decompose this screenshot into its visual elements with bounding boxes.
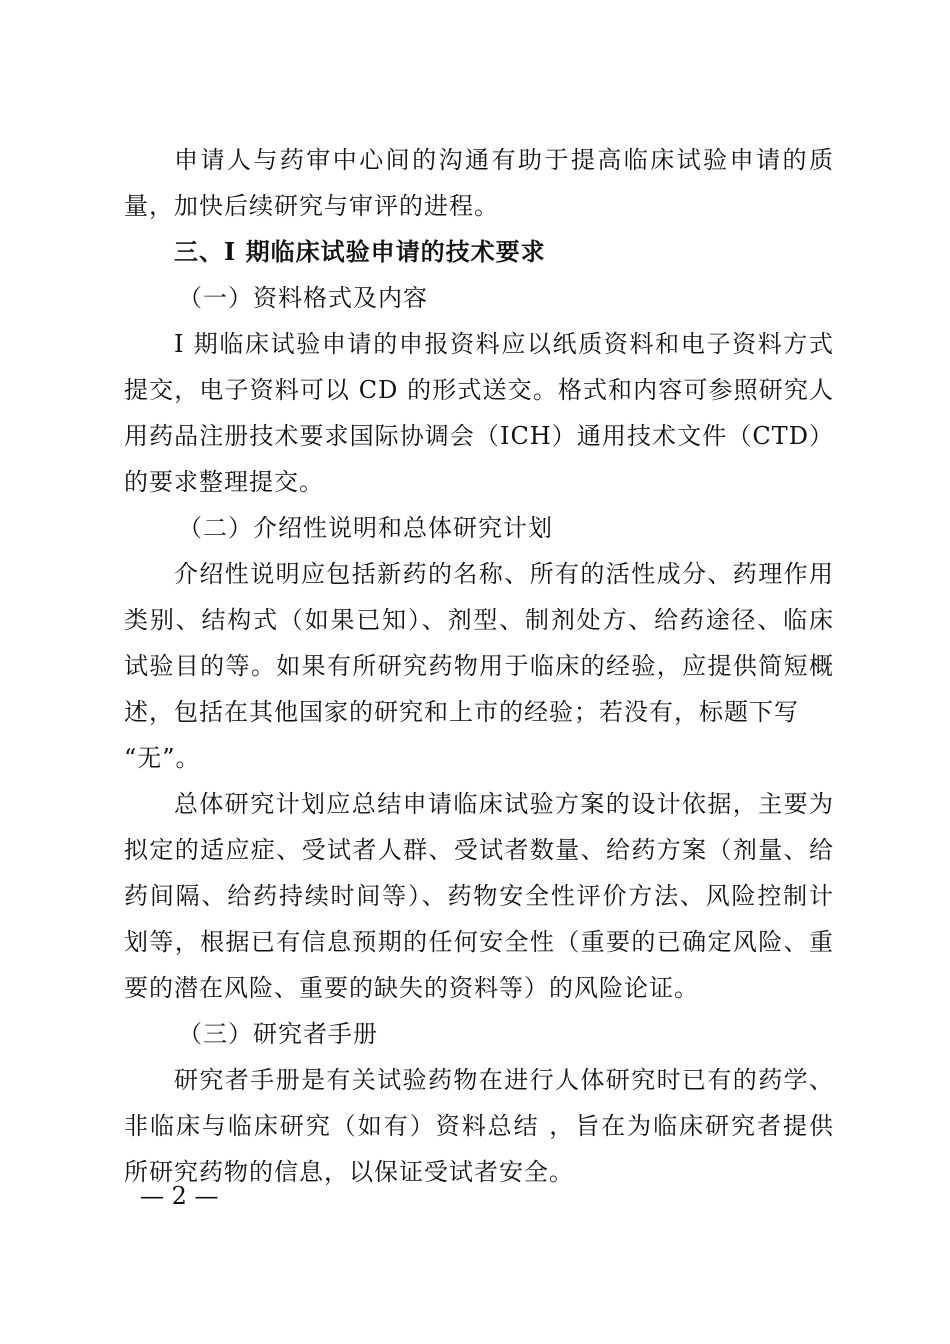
paragraph-1-line-2: 量，加快后续研究与审评的进程。 <box>124 192 499 220</box>
section-heading-3: 三、I 期临床试验申请的技术要求 <box>174 237 546 266</box>
paragraph-5-line-3: 所研究药物的信息，以保证受试者安全。 <box>124 1158 574 1186</box>
subheading-3: （三）研究者手册 <box>178 1020 378 1048</box>
paragraph-4-line-3: 药间隔、给药持续时间等）、药物安全性评价方法、风险控制计 <box>124 882 834 910</box>
paragraph-5-line-2: 非临床与临床研究（如有）资料总结 ，旨在为临床研究者提供 <box>124 1112 834 1140</box>
subheading-1: （一）资料格式及内容 <box>178 284 428 312</box>
paragraph-2-line-1: I 期临床试验申请的申报资料应以纸质资料和电子资料方式 <box>174 330 834 358</box>
paragraph-3-line-5: “无”。 <box>124 744 201 772</box>
subheading-2: （二）介绍性说明和总体研究计划 <box>178 514 553 542</box>
paragraph-4-line-1: 总体研究计划应总结申请临床试验方案的设计依据，主要为 <box>174 790 834 818</box>
paragraph-4-line-4: 划等，根据已有信息预期的任何安全性（重要的已确定风险、重 <box>124 928 834 956</box>
paragraph-2-line-2: 提交，电子资料可以 CD 的形式送交。格式和内容可参照研究人 <box>124 376 834 404</box>
paragraph-3-line-4: 述，包括在其他国家的研究和上市的经验；若没有，标题下写 <box>124 698 799 726</box>
page-number: — 2 — <box>140 1182 219 1210</box>
paragraph-2-line-3: 用药品注册技术要求国际协调会（ICH）通用技术文件（CTD） <box>124 422 834 450</box>
paragraph-5-line-1: 研究者手册是有关试验药物在进行人体研究时已有的药学、 <box>174 1066 834 1094</box>
paragraph-4-line-5: 要的潜在风险、重要的缺失的资料等）的风险论证。 <box>124 974 699 1002</box>
paragraph-3-line-3: 试验目的等。如果有所研究药物用于临床的经验，应提供简短概 <box>124 652 834 680</box>
paragraph-3-line-2: 类别、结构式（如果已知）、剂型、制剂处方、给药途径、临床 <box>124 606 834 634</box>
paragraph-3-line-1: 介绍性说明应包括新药的名称、所有的活性成分、药理作用 <box>174 560 834 588</box>
paragraph-1-line-1: 申请人与药审中心间的沟通有助于提高临床试验申请的质 <box>174 146 834 174</box>
paragraph-2-line-4: 的要求整理提交。 <box>124 468 324 496</box>
paragraph-4-line-2: 拟定的适应症、受试者人群、受试者数量、给药方案（剂量、给 <box>124 836 834 864</box>
